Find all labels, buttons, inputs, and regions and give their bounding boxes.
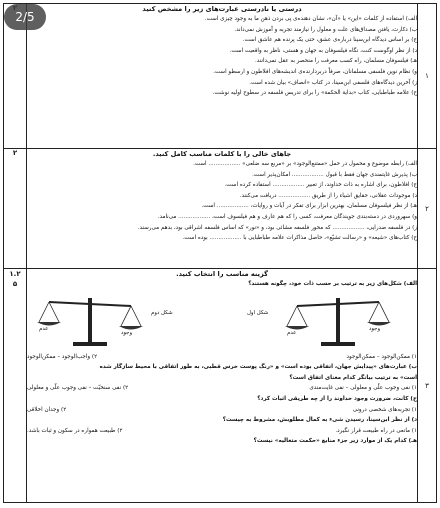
- question-number: ۱: [418, 4, 437, 149]
- question-c: ج) کانت، ضرورت وجود خداوند را از چه طریقی اثبات کرد؟: [257, 395, 417, 402]
- statement-line: ب) دکارت، یافتن مصداق‌های علت و معلول را نیازمند تجربه و آموزش نمی‌داند.: [234, 26, 417, 33]
- pan-label: وجود: [369, 325, 381, 332]
- score-value: ۵: [12, 280, 18, 288]
- options-b: [27, 383, 417, 394]
- statement-line: ج) بر اساس دیدگاه ابن‌سینا درباره‌ی عشق، حتی یک پرنده هم عاشق است.: [242, 37, 417, 44]
- statement-line: و) نظام نوین فلسفی مسلمانان، صرفاً دربردارنده‌ی اندیشه‌های افلاطون و ارسطو است.: [213, 68, 417, 75]
- statement-line: الف) استفاده از کلمات «این» یا «آن»، نشان دهنده‌ی پی بردن ذهن ما به وجود چیزی است.: [204, 16, 417, 22]
- statement-line: د) از نظر اوگوست کنت، نگاه فیلسوفان به جهان و هستی، ناظر به واقعیت است.: [229, 47, 417, 54]
- option[interactable]: ۱) تجربه‌های شخصی درونی: [352, 406, 417, 413]
- score-value: ۲: [12, 149, 18, 157]
- question-b-cont: است» به ترتیب بیانگر کدام معنای اتفاق است؟: [289, 374, 417, 381]
- balance-figures: [27, 290, 417, 352]
- option[interactable]: ۲) نفی سنخیّت – نفی وجوب علّی و معلولی: [27, 385, 129, 392]
- blank-line: د) موجودات عقلانی، حقایق اشیاء را از طریق .................. دریافت می‌کنند.: [239, 192, 417, 199]
- question-body: [27, 4, 418, 149]
- blank-line: ب) پذیرش غایتمندی جهان فقط با قبول .................. امکان‌پذیر است.: [252, 171, 417, 178]
- option[interactable]: ۲) واجب‌الوجود – ممکن‌الوجود: [27, 353, 98, 360]
- score-value: ۱.۲: [9, 270, 21, 278]
- option[interactable]: ۲) طبیعت همواره در سکون و ثبات باشد.: [27, 427, 123, 434]
- options-a: [27, 352, 417, 363]
- blank-line: هـ) از نظر فیلسوفان مسلمان، بهترین ابزار برای تفکر در آیات و روایات، .................. است.: [201, 203, 417, 210]
- question-title: درستی یا نادرستی عبارت‌های زیر را مشخص کنید: [142, 5, 302, 13]
- question-row-2: [4, 149, 437, 269]
- question-number: ۲: [418, 149, 437, 269]
- question-title: گزینه مناسب را انتخاب کنید.: [176, 270, 268, 278]
- question-e: هـ) کدام یک از موارد زیر جزء منابع «حکمت متعالیه» نیست؟: [253, 438, 417, 445]
- question-body: [27, 149, 418, 269]
- options-d: [27, 426, 417, 437]
- blank-line: و) سهروردی در دسته‌بندی جویندگان معرفت، کسی را که هم عارف و هم فیلسوف است، .................. می‌نامد.: [157, 213, 417, 220]
- page-counter-badge: 2/5: [4, 4, 46, 30]
- pan-label: عدم: [39, 325, 49, 332]
- options-c: [27, 405, 417, 416]
- question-title: جاهای خالی را با کلمات مناسب کامل کنید.: [152, 150, 292, 158]
- pan-label: وجود: [121, 329, 133, 336]
- blank-line: ج) افلاطون، برای اشاره به ذات خداوند، از تعبیر .................. استفاده کرده است.: [224, 182, 417, 189]
- statement-line: ح) علامه طباطبایی، کتاب «بدایة الحکمة» را برای تدریس فلسفه در سطوح اولیه نوشت.: [212, 90, 417, 97]
- balance-scale-icon: [283, 292, 393, 348]
- question-a: الف) شکل‌های زیر به ترتیب بر حسب ذات خود، چگونه هستند؟: [248, 281, 417, 287]
- option[interactable]: ۱) نفی وجوب علّی و معلولی – نفی غایت‌مندی: [309, 385, 417, 392]
- option[interactable]: ۱) مانعی در راه طبیعت قرار نگیرد.: [335, 427, 417, 434]
- figure-label: شکل اول: [247, 309, 269, 316]
- question-row-3: [4, 269, 437, 503]
- option[interactable]: ۱) ممکن‌الوجود – ممکن‌الوجود: [346, 353, 417, 360]
- blank-line: ز) در فلسفه صدرایی، .................. که محور فلسفه مشائی بود، و «نور» که اساس فلسفه اشراقی بود، بدهم می‌رسند.: [137, 224, 417, 231]
- statement-line: هـ) فیلسوفان مسلمان، راه کسب معرفت را منحصر به عقل نمی‌دانند.: [254, 58, 417, 65]
- question-row-1: [4, 4, 437, 149]
- statement-line: ز) آخرین دیدگاه‌های فلسفی ابن‌سینا، در کتاب «انصاف» بیان شده است.: [249, 79, 417, 86]
- pan-label: عدم: [287, 329, 297, 336]
- score-cell: [4, 269, 27, 503]
- exam-table: [3, 3, 437, 503]
- question-body: [27, 269, 418, 503]
- balance-scale-icon: [35, 292, 145, 348]
- figure-label: شکل دوم: [151, 309, 173, 316]
- question-d: د) از نظر ابن‌سینا، رسیدن شیء به کمال مطلوبش، مشروط به چیست؟: [222, 417, 417, 424]
- blank-line: الف) رابطه موضوع و محمول در حمل «ممتنع‌الوجود» بر «مربع سه ضلعی» .................. است.: [193, 161, 417, 167]
- question-number: ۳: [418, 269, 437, 503]
- blank-line: ح) کتاب‌های «شیعه» و «رسالت تشیّع»، حاصل مذاکرات علامه طباطبایی با .................. بوده است.: [182, 235, 417, 242]
- option[interactable]: ۲) وجدان اخلاقی: [27, 406, 67, 413]
- score-cell: [4, 149, 27, 269]
- question-b: ب) عبارت‌های «پیدایش جهان، اتفاقی بوده است» و «رنگ پوست خرس قطبی، به طور اتفاقی با محیط سازگار شده: [99, 364, 417, 371]
